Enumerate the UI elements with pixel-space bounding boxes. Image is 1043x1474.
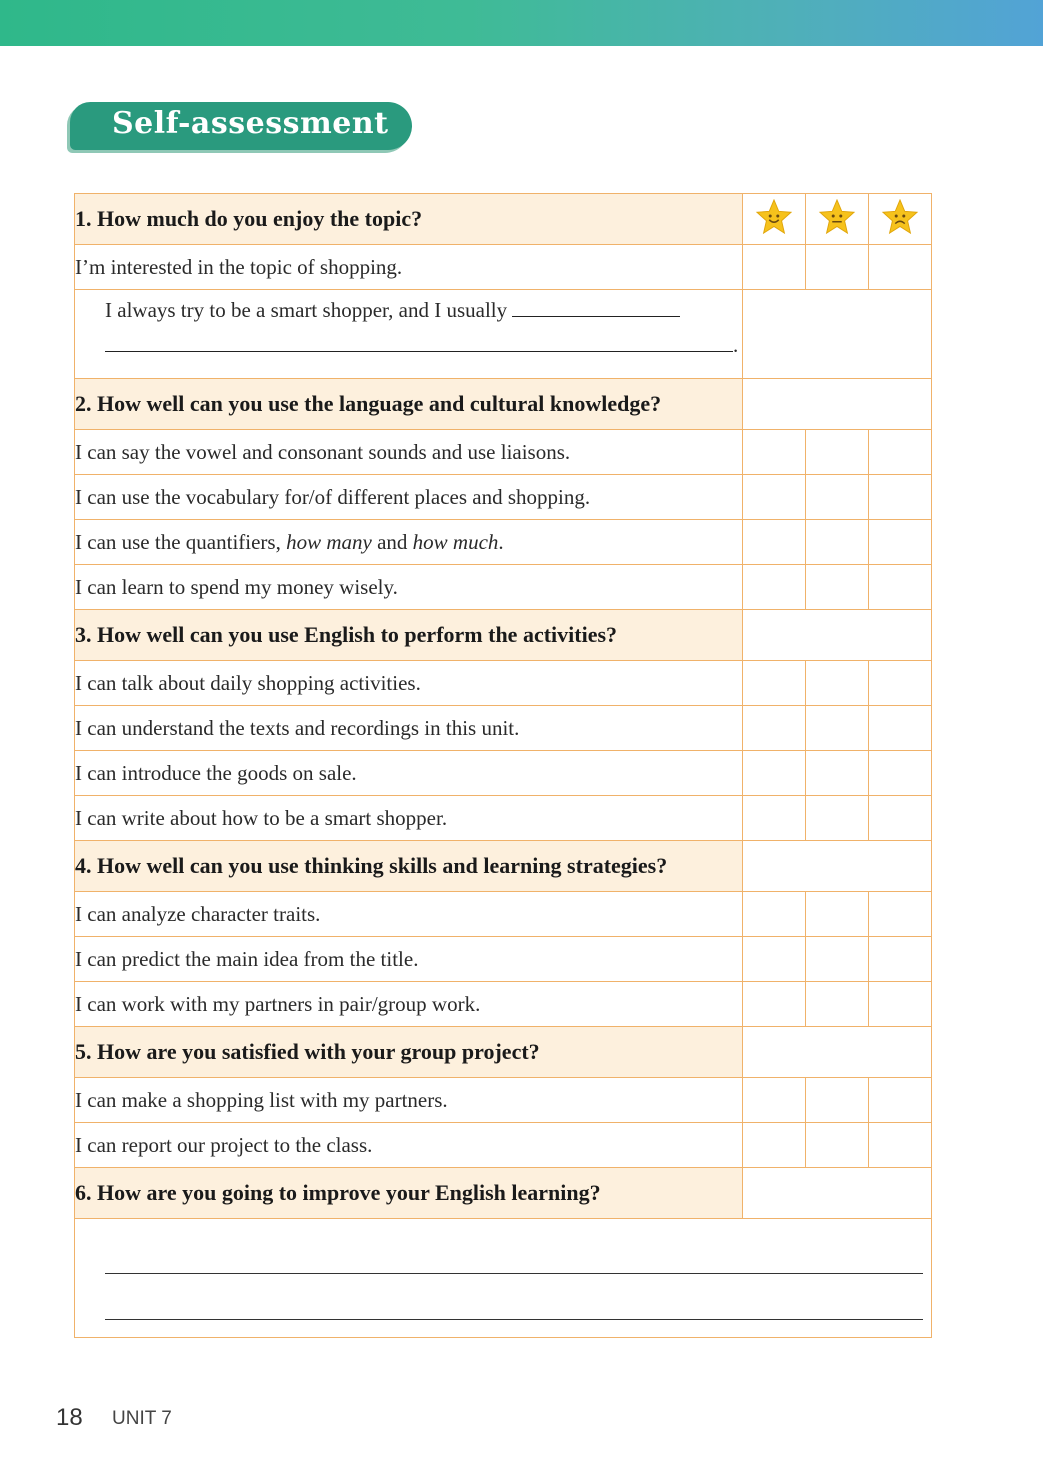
rating-cell[interactable] — [806, 1078, 869, 1123]
statement-row — [75, 520, 932, 565]
statement: I can predict the main idea from the title. — [75, 937, 743, 982]
question-4: 4. How well can you use thinking skills and learning strategies? — [75, 841, 743, 892]
rating-cell[interactable] — [743, 892, 806, 937]
statement: I can work with my partners in pair/group work. — [75, 982, 743, 1027]
statement-row — [75, 1078, 932, 1123]
rating-cell[interactable] — [806, 520, 869, 565]
fill-in-prompt: I always try to be a smart shopper, and I usually — [105, 298, 508, 322]
statement: I can report our project to the class. — [75, 1123, 743, 1168]
rating-cell[interactable] — [743, 982, 806, 1027]
answer-line[interactable] — [105, 1273, 923, 1274]
top-color-band — [0, 0, 1043, 46]
statement-emphasis: how much — [412, 529, 499, 554]
statement-emphasis: how many — [286, 529, 372, 554]
answer-blank[interactable] — [512, 316, 680, 317]
empty-rating-area — [743, 290, 932, 379]
question-row — [75, 610, 932, 661]
rating-cell[interactable] — [806, 751, 869, 796]
question-3: 3. How well can you use English to perform the activities? — [75, 610, 743, 661]
question-1: 1. How much do you enjoy the topic? — [75, 194, 743, 245]
rating-cell[interactable] — [806, 892, 869, 937]
rating-cell[interactable] — [806, 661, 869, 706]
rating-cell[interactable] — [743, 661, 806, 706]
rating-cell[interactable] — [743, 796, 806, 841]
rating-cell[interactable] — [869, 565, 932, 610]
statement-row — [75, 430, 932, 475]
statement-text: and — [371, 529, 413, 554]
question-row — [75, 1168, 932, 1219]
answer-row — [75, 1219, 932, 1338]
rating-cell[interactable] — [869, 475, 932, 520]
question-6: 6. How are you going to improve your English learning? — [75, 1168, 743, 1219]
statement-row — [75, 892, 932, 937]
rating-cell[interactable] — [806, 706, 869, 751]
statement: I can talk about daily shopping activities. — [75, 661, 743, 706]
rating-cell[interactable] — [743, 475, 806, 520]
rating-cell[interactable] — [743, 1123, 806, 1168]
rating-cell[interactable] — [869, 430, 932, 475]
rating-cell[interactable] — [743, 245, 806, 290]
statement-text: I can use the quantifiers, — [75, 529, 287, 554]
rating-cell[interactable] — [806, 796, 869, 841]
frowning-star-icon — [881, 199, 919, 235]
question-2: 2. How well can you use the language and cultural knowledge? — [75, 379, 743, 430]
rating-cell[interactable] — [869, 661, 932, 706]
statement: I’m interested in the topic of shopping. — [75, 245, 743, 290]
rating-cell[interactable] — [869, 245, 932, 290]
rating-cell[interactable] — [806, 430, 869, 475]
statement: I can say the vowel and consonant sounds and use liaisons. — [75, 430, 743, 475]
fill-in-cell: I always try to be a smart shopper, and I usually . — [75, 290, 743, 379]
rating-cell[interactable] — [743, 430, 806, 475]
improvement-answer-area — [75, 1219, 932, 1338]
statement-row — [75, 751, 932, 796]
rating-cell[interactable] — [869, 937, 932, 982]
rating-cell[interactable] — [869, 1123, 932, 1168]
statement-row — [75, 796, 932, 841]
statement: I can make a shopping list with my partners. — [75, 1078, 743, 1123]
statement-row — [75, 1123, 932, 1168]
rating-header-neutral — [806, 194, 869, 245]
rating-header-sad — [869, 194, 932, 245]
statement: I can analyze character traits. — [75, 892, 743, 937]
rating-cell[interactable] — [806, 1123, 869, 1168]
rating-header-happy — [743, 194, 806, 245]
empty-rating-area — [743, 610, 932, 661]
page-title: Self-assessment — [112, 106, 389, 141]
statement: I can write about how to be a smart shopper. — [75, 796, 743, 841]
rating-cell[interactable] — [869, 520, 932, 565]
question-row — [75, 194, 932, 245]
empty-rating-area — [743, 841, 932, 892]
statement: I can use the vocabulary for/of different places and shopping. — [75, 475, 743, 520]
empty-rating-area — [743, 1027, 932, 1078]
rating-cell[interactable] — [806, 937, 869, 982]
statement: I can introduce the goods on sale. — [75, 751, 743, 796]
empty-rating-area — [743, 379, 932, 430]
rating-cell[interactable] — [743, 937, 806, 982]
rating-cell[interactable] — [743, 751, 806, 796]
unit-label: UNIT 7 — [112, 1408, 172, 1429]
fill-in-row — [75, 290, 932, 379]
statement: I can learn to spend my money wisely. — [75, 565, 743, 610]
question-5: 5. How are you satisfied with your group project? — [75, 1027, 743, 1078]
answer-blank[interactable] — [105, 351, 733, 352]
statement-row — [75, 565, 932, 610]
rating-cell[interactable] — [743, 520, 806, 565]
statement-row — [75, 706, 932, 751]
rating-cell[interactable] — [743, 706, 806, 751]
section-title-tab — [70, 102, 412, 150]
rating-cell[interactable] — [743, 1078, 806, 1123]
rating-cell[interactable] — [806, 982, 869, 1027]
statement-row — [75, 937, 932, 982]
smiling-star-icon — [755, 199, 793, 235]
question-row — [75, 1027, 932, 1078]
question-row — [75, 379, 932, 430]
empty-rating-area — [743, 1168, 932, 1219]
statement-row — [75, 661, 932, 706]
rating-cell[interactable] — [743, 565, 806, 610]
neutral-star-icon — [818, 199, 856, 235]
statement-quantifiers — [75, 520, 743, 565]
rating-cell[interactable] — [869, 751, 932, 796]
rating-cell[interactable] — [869, 796, 932, 841]
rating-cell[interactable] — [869, 1078, 932, 1123]
statement-row — [75, 982, 932, 1027]
page-number: 18 — [56, 1404, 83, 1431]
self-assessment-table — [74, 193, 932, 1338]
statement: I can understand the texts and recordings in this unit. — [75, 706, 743, 751]
rating-cell[interactable] — [869, 982, 932, 1027]
statement-row — [75, 475, 932, 520]
statement-row — [75, 245, 932, 290]
statement-text: . — [498, 529, 504, 554]
rating-cell[interactable] — [806, 565, 869, 610]
rating-cell[interactable] — [869, 892, 932, 937]
answer-line[interactable] — [105, 1319, 923, 1320]
rating-cell[interactable] — [806, 245, 869, 290]
rating-cell[interactable] — [806, 475, 869, 520]
question-row — [75, 841, 932, 892]
rating-cell[interactable] — [869, 706, 932, 751]
